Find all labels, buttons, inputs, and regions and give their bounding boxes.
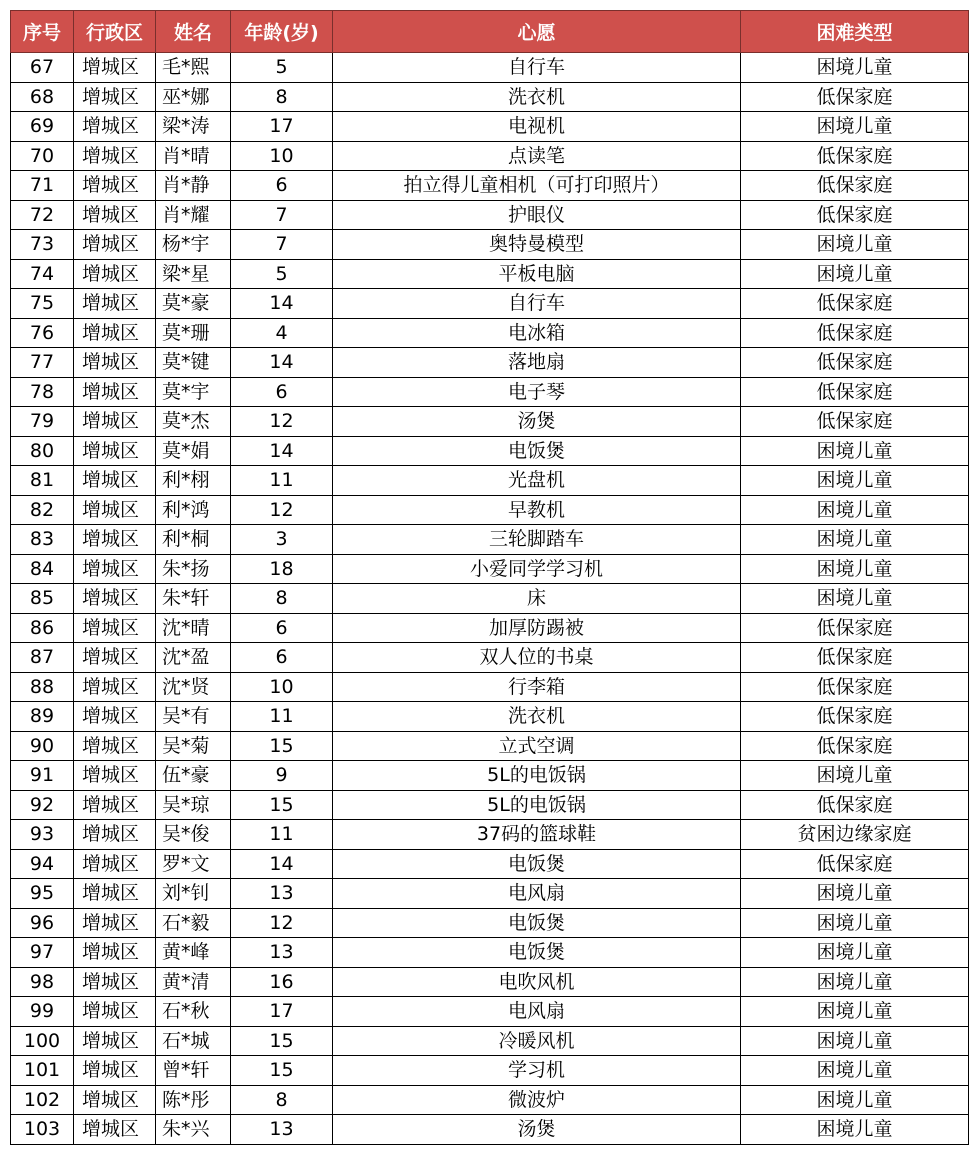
cell-difficulty-type: 低保家庭 [741, 141, 969, 171]
cell-district: 增城区 [74, 643, 156, 673]
cell-age: 10 [231, 141, 333, 171]
cell-index: 89 [11, 702, 74, 732]
cell-age: 17 [231, 112, 333, 142]
cell-age: 14 [231, 436, 333, 466]
cell-wish: 自行车 [333, 53, 741, 83]
cell-name: 曾*轩 [156, 1056, 231, 1086]
cell-difficulty-type: 困境儿童 [741, 554, 969, 584]
cell-age: 16 [231, 967, 333, 997]
table-row [11, 318, 969, 348]
cell-age: 11 [231, 702, 333, 732]
cell-age: 6 [231, 613, 333, 643]
cell-difficulty-type: 困境儿童 [741, 53, 969, 83]
cell-age: 13 [231, 938, 333, 968]
cell-wish: 电饭煲 [333, 436, 741, 466]
cell-district: 增城区 [74, 377, 156, 407]
cell-difficulty-type: 困境儿童 [741, 584, 969, 614]
cell-index: 67 [11, 53, 74, 83]
cell-wish: 平板电脑 [333, 259, 741, 289]
cell-difficulty-type: 困境儿童 [741, 466, 969, 496]
cell-difficulty-type: 低保家庭 [741, 348, 969, 378]
table-row [11, 790, 969, 820]
table-row [11, 495, 969, 525]
cell-difficulty-type: 困境儿童 [741, 259, 969, 289]
table-row [11, 289, 969, 319]
cell-index: 76 [11, 318, 74, 348]
cell-name: 莫*宇 [156, 377, 231, 407]
cell-difficulty-type: 困境儿童 [741, 1056, 969, 1086]
cell-index: 83 [11, 525, 74, 555]
cell-age: 15 [231, 1056, 333, 1086]
cell-difficulty-type: 困境儿童 [741, 112, 969, 142]
cell-name: 杨*宇 [156, 230, 231, 260]
cell-age: 12 [231, 495, 333, 525]
cell-index: 101 [11, 1056, 74, 1086]
cell-index: 103 [11, 1115, 74, 1145]
cell-difficulty-type: 低保家庭 [741, 643, 969, 673]
cell-age: 3 [231, 525, 333, 555]
cell-wish: 学习机 [333, 1056, 741, 1086]
cell-age: 14 [231, 348, 333, 378]
cell-district: 增城区 [74, 230, 156, 260]
cell-index: 87 [11, 643, 74, 673]
table-row [11, 672, 969, 702]
cell-wish: 小爱同学学习机 [333, 554, 741, 584]
cell-difficulty-type: 低保家庭 [741, 702, 969, 732]
table-row [11, 613, 969, 643]
cell-wish: 洗衣机 [333, 702, 741, 732]
cell-index: 94 [11, 849, 74, 879]
table-row [11, 436, 969, 466]
cell-name: 沈*盈 [156, 643, 231, 673]
cell-district: 增城区 [74, 1085, 156, 1115]
cell-age: 8 [231, 1085, 333, 1115]
cell-wish: 加厚防踢被 [333, 613, 741, 643]
cell-wish: 落地扇 [333, 348, 741, 378]
cell-name: 朱*轩 [156, 584, 231, 614]
table-row [11, 407, 969, 437]
table-row [11, 171, 969, 201]
table-row [11, 525, 969, 555]
cell-index: 84 [11, 554, 74, 584]
table-row [11, 259, 969, 289]
cell-name: 吴*琼 [156, 790, 231, 820]
cell-district: 增城区 [74, 820, 156, 850]
cell-age: 7 [231, 200, 333, 230]
cell-district: 增城区 [74, 1056, 156, 1086]
cell-index: 73 [11, 230, 74, 260]
cell-district: 增城区 [74, 790, 156, 820]
cell-district: 增城区 [74, 82, 156, 112]
cell-difficulty-type: 低保家庭 [741, 407, 969, 437]
cell-index: 70 [11, 141, 74, 171]
table-row [11, 997, 969, 1027]
cell-age: 15 [231, 790, 333, 820]
header-row [11, 11, 969, 53]
table-row [11, 1026, 969, 1056]
cell-age: 17 [231, 997, 333, 1027]
header-difficulty-type: 困难类型 [741, 11, 969, 53]
table-row [11, 348, 969, 378]
cell-district: 增城区 [74, 436, 156, 466]
cell-wish: 拍立得儿童相机（可打印照片） [333, 171, 741, 201]
cell-difficulty-type: 困境儿童 [741, 908, 969, 938]
cell-name: 刘*钊 [156, 879, 231, 909]
cell-difficulty-type: 困境儿童 [741, 495, 969, 525]
cell-wish: 电风扇 [333, 997, 741, 1027]
cell-difficulty-type: 困境儿童 [741, 1026, 969, 1056]
cell-name: 肖*耀 [156, 200, 231, 230]
cell-wish: 37码的篮球鞋 [333, 820, 741, 850]
cell-wish: 5L的电饭锅 [333, 761, 741, 791]
cell-name: 石*秋 [156, 997, 231, 1027]
cell-index: 75 [11, 289, 74, 319]
cell-difficulty-type: 困境儿童 [741, 230, 969, 260]
cell-wish: 电饭煲 [333, 849, 741, 879]
cell-wish: 电视机 [333, 112, 741, 142]
cell-index: 86 [11, 613, 74, 643]
cell-name: 利*栩 [156, 466, 231, 496]
cell-name: 巫*娜 [156, 82, 231, 112]
cell-wish: 立式空调 [333, 731, 741, 761]
cell-wish: 洗衣机 [333, 82, 741, 112]
table-row [11, 230, 969, 260]
cell-wish: 早教机 [333, 495, 741, 525]
cell-index: 90 [11, 731, 74, 761]
cell-wish: 点读笔 [333, 141, 741, 171]
cell-wish: 行李箱 [333, 672, 741, 702]
cell-district: 增城区 [74, 584, 156, 614]
cell-age: 8 [231, 82, 333, 112]
cell-district: 增城区 [74, 702, 156, 732]
cell-age: 7 [231, 230, 333, 260]
cell-age: 9 [231, 761, 333, 791]
cell-district: 增城区 [74, 554, 156, 584]
table-row [11, 643, 969, 673]
cell-age: 11 [231, 466, 333, 496]
cell-difficulty-type: 困境儿童 [741, 967, 969, 997]
cell-index: 88 [11, 672, 74, 702]
cell-index: 98 [11, 967, 74, 997]
cell-district: 增城区 [74, 348, 156, 378]
cell-name: 沈*贤 [156, 672, 231, 702]
cell-difficulty-type: 低保家庭 [741, 171, 969, 201]
cell-wish: 电子琴 [333, 377, 741, 407]
cell-district: 增城区 [74, 613, 156, 643]
cell-age: 18 [231, 554, 333, 584]
cell-name: 陈*彤 [156, 1085, 231, 1115]
table-row [11, 820, 969, 850]
cell-district: 增城区 [74, 407, 156, 437]
cell-wish: 电冰箱 [333, 318, 741, 348]
cell-name: 朱*兴 [156, 1115, 231, 1145]
cell-age: 6 [231, 377, 333, 407]
cell-wish: 双人位的书桌 [333, 643, 741, 673]
table-row [11, 938, 969, 968]
cell-difficulty-type: 低保家庭 [741, 289, 969, 319]
table-row [11, 141, 969, 171]
cell-difficulty-type: 低保家庭 [741, 82, 969, 112]
cell-name: 莫*键 [156, 348, 231, 378]
table-body [11, 53, 969, 1145]
cell-age: 8 [231, 584, 333, 614]
cell-age: 5 [231, 53, 333, 83]
cell-wish: 光盘机 [333, 466, 741, 496]
cell-district: 增城区 [74, 466, 156, 496]
cell-index: 74 [11, 259, 74, 289]
cell-district: 增城区 [74, 849, 156, 879]
cell-name: 吴*菊 [156, 731, 231, 761]
table-row [11, 731, 969, 761]
cell-age: 15 [231, 1026, 333, 1056]
header-district: 行政区 [74, 11, 156, 53]
cell-name: 利*桐 [156, 525, 231, 555]
cell-difficulty-type: 困境儿童 [741, 761, 969, 791]
cell-wish: 自行车 [333, 289, 741, 319]
cell-name: 黄*峰 [156, 938, 231, 968]
cell-index: 81 [11, 466, 74, 496]
cell-index: 102 [11, 1085, 74, 1115]
header-wish: 心愿 [333, 11, 741, 53]
cell-index: 92 [11, 790, 74, 820]
cell-name: 梁*涛 [156, 112, 231, 142]
cell-difficulty-type: 贫困边缘家庭 [741, 820, 969, 850]
cell-district: 增城区 [74, 495, 156, 525]
cell-name: 吴*俊 [156, 820, 231, 850]
table-row [11, 466, 969, 496]
cell-name: 莫*豪 [156, 289, 231, 319]
cell-difficulty-type: 低保家庭 [741, 849, 969, 879]
cell-age: 10 [231, 672, 333, 702]
cell-wish: 电风扇 [333, 879, 741, 909]
cell-district: 增城区 [74, 525, 156, 555]
table-row [11, 82, 969, 112]
cell-age: 14 [231, 849, 333, 879]
cell-difficulty-type: 低保家庭 [741, 377, 969, 407]
cell-index: 95 [11, 879, 74, 909]
cell-wish: 汤煲 [333, 407, 741, 437]
cell-name: 石*毅 [156, 908, 231, 938]
cell-name: 沈*晴 [156, 613, 231, 643]
table-row [11, 849, 969, 879]
cell-wish: 床 [333, 584, 741, 614]
cell-district: 增城区 [74, 997, 156, 1027]
table-row [11, 908, 969, 938]
cell-name: 莫*娟 [156, 436, 231, 466]
header-index: 序号 [11, 11, 74, 53]
cell-name: 吴*有 [156, 702, 231, 732]
cell-wish: 汤煲 [333, 1115, 741, 1145]
cell-district: 增城区 [74, 200, 156, 230]
cell-wish: 三轮脚踏车 [333, 525, 741, 555]
cell-wish: 电吹风机 [333, 967, 741, 997]
cell-difficulty-type: 困境儿童 [741, 1085, 969, 1115]
cell-age: 13 [231, 1115, 333, 1145]
cell-district: 增城区 [74, 53, 156, 83]
cell-difficulty-type: 低保家庭 [741, 318, 969, 348]
cell-district: 增城区 [74, 112, 156, 142]
cell-name: 肖*静 [156, 171, 231, 201]
cell-wish: 电饭煲 [333, 938, 741, 968]
table-row [11, 53, 969, 83]
cell-difficulty-type: 困境儿童 [741, 525, 969, 555]
cell-age: 13 [231, 879, 333, 909]
cell-name: 利*鸿 [156, 495, 231, 525]
header-name: 姓名 [156, 11, 231, 53]
cell-difficulty-type: 低保家庭 [741, 613, 969, 643]
cell-name: 朱*扬 [156, 554, 231, 584]
cell-index: 69 [11, 112, 74, 142]
cell-name: 伍*豪 [156, 761, 231, 791]
table-row [11, 761, 969, 791]
cell-name: 肖*晴 [156, 141, 231, 171]
table-row [11, 112, 969, 142]
cell-difficulty-type: 困境儿童 [741, 879, 969, 909]
table-row [11, 1115, 969, 1145]
cell-name: 黄*清 [156, 967, 231, 997]
table-row [11, 1056, 969, 1086]
cell-district: 增城区 [74, 761, 156, 791]
cell-age: 12 [231, 908, 333, 938]
cell-index: 72 [11, 200, 74, 230]
cell-index: 99 [11, 997, 74, 1027]
cell-district: 增城区 [74, 141, 156, 171]
cell-index: 91 [11, 761, 74, 791]
cell-difficulty-type: 困境儿童 [741, 997, 969, 1027]
cell-age: 11 [231, 820, 333, 850]
cell-difficulty-type: 低保家庭 [741, 731, 969, 761]
cell-age: 12 [231, 407, 333, 437]
cell-age: 14 [231, 289, 333, 319]
cell-wish: 冷暖风机 [333, 1026, 741, 1056]
cell-index: 85 [11, 584, 74, 614]
cell-age: 4 [231, 318, 333, 348]
cell-district: 增城区 [74, 1026, 156, 1056]
table-row [11, 967, 969, 997]
cell-district: 增城区 [74, 938, 156, 968]
cell-district: 增城区 [74, 879, 156, 909]
table-row [11, 584, 969, 614]
cell-index: 79 [11, 407, 74, 437]
cell-wish: 电饭煲 [333, 908, 741, 938]
table-row [11, 200, 969, 230]
cell-index: 80 [11, 436, 74, 466]
cell-difficulty-type: 低保家庭 [741, 672, 969, 702]
cell-difficulty-type: 困境儿童 [741, 436, 969, 466]
cell-wish: 微波炉 [333, 1085, 741, 1115]
cell-index: 82 [11, 495, 74, 525]
cell-age: 15 [231, 731, 333, 761]
cell-index: 96 [11, 908, 74, 938]
cell-district: 增城区 [74, 171, 156, 201]
cell-name: 莫*杰 [156, 407, 231, 437]
cell-district: 增城区 [74, 1115, 156, 1145]
cell-wish: 5L的电饭锅 [333, 790, 741, 820]
cell-district: 增城区 [74, 967, 156, 997]
cell-district: 增城区 [74, 259, 156, 289]
cell-district: 增城区 [74, 289, 156, 319]
cell-name: 石*城 [156, 1026, 231, 1056]
cell-difficulty-type: 低保家庭 [741, 790, 969, 820]
cell-name: 梁*星 [156, 259, 231, 289]
cell-index: 100 [11, 1026, 74, 1056]
cell-index: 78 [11, 377, 74, 407]
cell-index: 97 [11, 938, 74, 968]
cell-index: 77 [11, 348, 74, 378]
cell-name: 莫*珊 [156, 318, 231, 348]
cell-age: 6 [231, 643, 333, 673]
cell-wish: 护眼仪 [333, 200, 741, 230]
cell-district: 增城区 [74, 908, 156, 938]
table-row [11, 377, 969, 407]
cell-index: 71 [11, 171, 74, 201]
cell-wish: 奥特曼模型 [333, 230, 741, 260]
table-row [11, 1085, 969, 1115]
table-row [11, 554, 969, 584]
cell-district: 增城区 [74, 318, 156, 348]
cell-index: 93 [11, 820, 74, 850]
cell-age: 6 [231, 171, 333, 201]
table-row [11, 702, 969, 732]
cell-district: 增城区 [74, 731, 156, 761]
cell-name: 毛*熙 [156, 53, 231, 83]
wish-list-table [10, 10, 969, 1145]
cell-difficulty-type: 困境儿童 [741, 938, 969, 968]
cell-age: 5 [231, 259, 333, 289]
header-age: 年龄(岁) [231, 11, 333, 53]
cell-index: 68 [11, 82, 74, 112]
table-row [11, 879, 969, 909]
cell-difficulty-type: 困境儿童 [741, 1115, 969, 1145]
cell-difficulty-type: 低保家庭 [741, 200, 969, 230]
cell-name: 罗*文 [156, 849, 231, 879]
cell-district: 增城区 [74, 672, 156, 702]
